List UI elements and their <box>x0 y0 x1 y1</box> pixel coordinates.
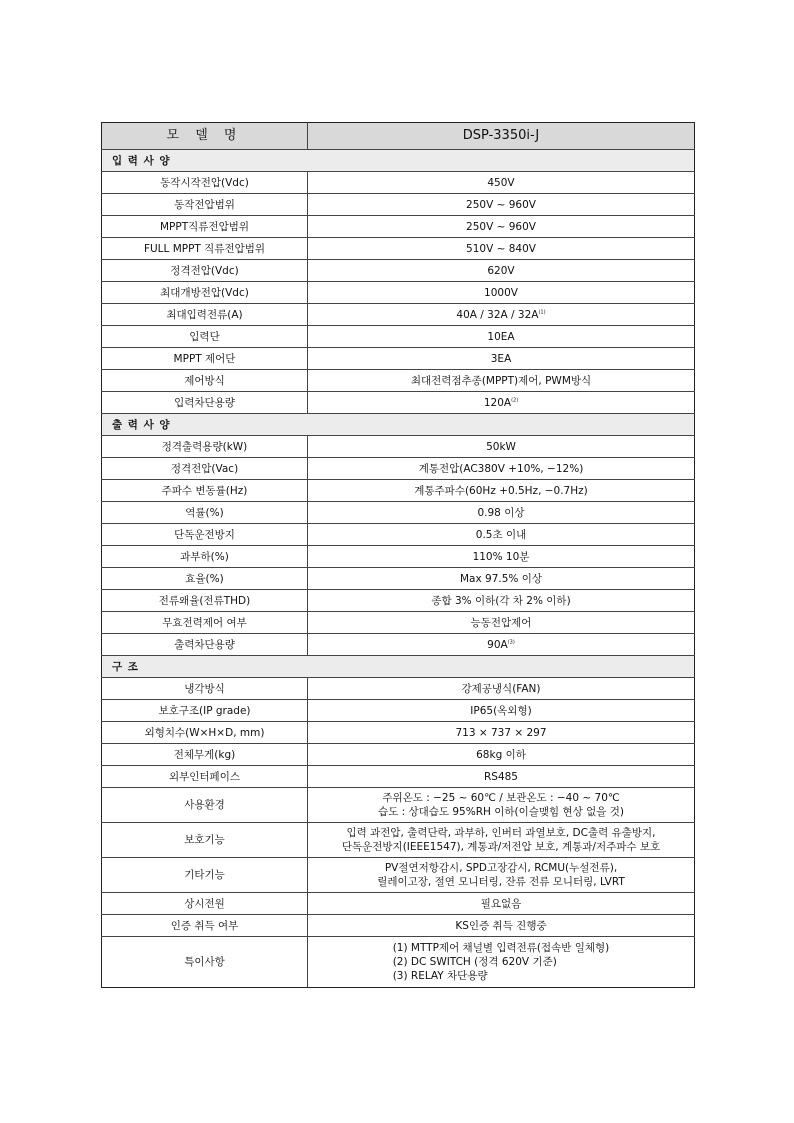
spec-value-line <box>393 969 610 983</box>
spec-label: 외형치수(W×H×D, mm) <box>102 722 308 744</box>
spec-value-text: IP65(옥외형) <box>470 704 532 717</box>
spec-value-line <box>476 528 526 542</box>
section-header-row <box>102 656 695 678</box>
spec-row <box>102 788 695 823</box>
spec-row <box>102 172 695 194</box>
spec-value-text: 713 × 737 × 297 <box>455 726 547 739</box>
spec-value <box>308 282 695 304</box>
model-value: DSP-3350i-J <box>308 123 695 150</box>
spec-value-lines <box>484 286 518 300</box>
spec-value-lines <box>487 330 514 344</box>
spec-label: 과부하(%) <box>102 546 308 568</box>
spec-row <box>102 678 695 700</box>
spec-label: 냉각방식 <box>102 678 308 700</box>
spec-value-lines <box>481 897 522 911</box>
spec-value-line <box>378 805 624 819</box>
spec-value-lines <box>455 919 546 933</box>
spec-value <box>308 590 695 612</box>
spec-value-line <box>477 506 524 520</box>
spec-value-line <box>487 264 514 278</box>
spec-value-lines <box>487 264 514 278</box>
spec-value-lines <box>470 704 531 718</box>
spec-value-line <box>461 682 540 696</box>
spec-label: 인증 취득 여부 <box>102 915 308 937</box>
spec-row <box>102 915 695 937</box>
spec-value-line <box>470 704 531 718</box>
spec-label: MPPT 제어단 <box>102 348 308 370</box>
spec-row <box>102 392 695 414</box>
spec-value <box>308 172 695 194</box>
spec-value-text: 50kW <box>486 440 516 453</box>
spec-value-lines <box>342 826 660 854</box>
spec-value-text: (2) DC SWITCH (정격 620V 기준) <box>392 956 557 968</box>
spec-value <box>308 436 695 458</box>
spec-row <box>102 194 695 216</box>
spec-value-text: (3) RELAY 차단용량 <box>392 970 488 982</box>
spec-row <box>102 937 695 988</box>
spec-value-text: 450V <box>487 176 515 189</box>
spec-value-text: KS인증 취득 진행중 <box>455 919 547 932</box>
spec-label: 단독운전방지 <box>102 524 308 546</box>
spec-label: 역률(%) <box>102 502 308 524</box>
spec-value-text: PV절연저항감시, SPD고장감시, RCMU(누설전류), <box>384 862 618 874</box>
spec-value-line <box>393 955 610 969</box>
spec-value <box>308 893 695 915</box>
spec-value-text: 3EA <box>490 352 512 365</box>
spec-row <box>102 568 695 590</box>
spec-row <box>102 458 695 480</box>
model-label-text: 모 델 명 <box>166 128 243 143</box>
spec-value-lines <box>484 770 518 784</box>
spec-label: 제어방식 <box>102 370 308 392</box>
spec-value-line <box>484 396 518 410</box>
spec-value-text: 510V ~ 840V <box>466 242 536 255</box>
spec-row <box>102 260 695 282</box>
spec-value <box>308 480 695 502</box>
spec-label: 출력차단용량 <box>102 634 308 656</box>
spec-value-text: 최대전력점추종(MPPT)제어, PWM방식 <box>410 374 592 387</box>
spec-value-text: 110% 10분 <box>472 550 530 563</box>
spec-value-line <box>481 897 522 911</box>
spec-value <box>308 823 695 858</box>
spec-value <box>308 546 695 568</box>
spec-label: 전체무게(kg) <box>102 744 308 766</box>
spec-value <box>308 858 695 893</box>
spec-value-line <box>466 220 536 234</box>
spec-row <box>102 502 695 524</box>
spec-value-lines <box>473 550 530 564</box>
spec-value <box>308 678 695 700</box>
spec-value-text: 강제공냉식(FAN) <box>461 682 541 695</box>
spec-value <box>308 194 695 216</box>
spec-value-line <box>342 840 660 854</box>
spec-row <box>102 480 695 502</box>
spec-label: 정격출력용량(kW) <box>102 436 308 458</box>
spec-table <box>101 122 695 988</box>
spec-value <box>308 937 695 988</box>
spec-value-lines <box>411 374 591 388</box>
section-title: 입 력 사 양 <box>102 150 695 172</box>
spec-value-line <box>473 550 530 564</box>
spec-value-text: 입력 과전압, 출력단락, 과부하, 인버터 과열보호, DC출력 유출방지, <box>346 827 656 839</box>
spec-value-text: 68kg 이하 <box>476 748 526 761</box>
spec-row <box>102 858 695 893</box>
spec-value <box>308 216 695 238</box>
spec-value-text: 10EA <box>487 330 515 343</box>
spec-value <box>308 744 695 766</box>
spec-value-line <box>411 374 591 388</box>
spec-row <box>102 893 695 915</box>
spec-row <box>102 546 695 568</box>
spec-value-line <box>342 826 660 840</box>
section-header-row <box>102 150 695 172</box>
footnote-marker: (1) <box>538 309 546 315</box>
spec-value-lines <box>419 462 584 476</box>
spec-label: 입력차단용량 <box>102 392 308 414</box>
spec-label: 외부인터페이스 <box>102 766 308 788</box>
spec-row <box>102 700 695 722</box>
spec-value-line <box>456 308 545 322</box>
section-title: 출 력 사 양 <box>102 414 695 436</box>
spec-value-line <box>377 861 625 875</box>
spec-row <box>102 348 695 370</box>
spec-label: 정격전압(Vac) <box>102 458 308 480</box>
spec-value-lines <box>471 616 532 630</box>
spec-value-lines <box>393 941 610 983</box>
spec-value <box>308 788 695 823</box>
spec-value-text: 주위온도 : −25 ~ 60℃ / 보관온도 : −40 ~ 70℃ <box>382 792 620 804</box>
spec-label: 최대입력전류(A) <box>102 304 308 326</box>
spec-value-text: 120A <box>483 396 512 409</box>
spec-value-text: 620V <box>487 264 515 277</box>
spec-value <box>308 238 695 260</box>
spec-value-lines <box>460 572 542 586</box>
spec-label: 전류왜율(전류THD) <box>102 590 308 612</box>
spec-value-lines <box>455 726 546 740</box>
spec-row <box>102 722 695 744</box>
spec-value <box>308 634 695 656</box>
spec-value <box>308 370 695 392</box>
footnote-marker: (2) <box>511 397 519 403</box>
spec-value-text: 250V ~ 960V <box>466 198 536 211</box>
spec-label: 보호구조(IP grade) <box>102 700 308 722</box>
spec-label: 입력단 <box>102 326 308 348</box>
spec-value-line <box>484 770 518 784</box>
spec-value <box>308 722 695 744</box>
spec-row <box>102 766 695 788</box>
spec-value-line <box>455 919 546 933</box>
spec-row <box>102 590 695 612</box>
spec-value-lines <box>466 220 536 234</box>
spec-label: FULL MPPT 직류전압범위 <box>102 238 308 260</box>
spec-label: MPPT직류전압범위 <box>102 216 308 238</box>
spec-value <box>308 502 695 524</box>
spec-value-lines <box>491 352 512 366</box>
spec-row <box>102 524 695 546</box>
spec-value-line <box>486 440 516 454</box>
spec-value-text: 능동전압제어 <box>470 616 532 629</box>
spec-value-text: (1) MTTP제어 채널별 입력전류(접속반 일체형) <box>392 942 610 954</box>
spec-value <box>308 304 695 326</box>
spec-label: 주파수 변동률(Hz) <box>102 480 308 502</box>
spec-value-lines <box>377 861 625 889</box>
spec-value-text: 릴레이고장, 절연 모니터링, 잔류 전류 모니터링, LVRT <box>377 876 625 888</box>
spec-value-text: RS485 <box>483 770 518 783</box>
spec-value-text: 40A / 32A / 32A <box>456 308 539 321</box>
spec-value-lines <box>414 484 588 498</box>
spec-value-line <box>393 941 610 955</box>
spec-row <box>102 634 695 656</box>
spec-value-text: 계통주파수(60Hz +0.5Hz, −0.7Hz) <box>414 484 588 497</box>
spec-value-line <box>414 484 588 498</box>
spec-label: 효율(%) <box>102 568 308 590</box>
spec-value-text: 계통전압(AC380V +10%, −12%) <box>418 462 584 475</box>
spec-value-line <box>466 198 536 212</box>
spec-row <box>102 216 695 238</box>
spec-row <box>102 238 695 260</box>
spec-value <box>308 568 695 590</box>
spec-label: 동작전압범위 <box>102 194 308 216</box>
spec-value-line <box>491 352 512 366</box>
spec-row <box>102 436 695 458</box>
spec-value-lines <box>476 528 526 542</box>
spec-value-line <box>471 616 532 630</box>
spec-row <box>102 304 695 326</box>
spec-value-text: 1000V <box>484 286 518 299</box>
spec-value-line <box>378 791 624 805</box>
spec-value-text: 습도 : 상대습도 95%RH 이하(이슬맺힘 현상 없을 것) <box>377 806 625 818</box>
spec-value-lines <box>484 396 518 410</box>
spec-label: 기타기능 <box>102 858 308 893</box>
spec-label: 최대개방전압(Vdc) <box>102 282 308 304</box>
spec-value-text: 90A <box>487 638 508 651</box>
spec-value-line <box>476 748 526 762</box>
spec-row <box>102 744 695 766</box>
spec-row <box>102 612 695 634</box>
spec-value <box>308 700 695 722</box>
spec-label: 무효전력제어 여부 <box>102 612 308 634</box>
spec-value <box>308 458 695 480</box>
spec-value-line <box>487 638 515 652</box>
spec-value-lines <box>487 176 514 190</box>
spec-value-line <box>466 242 536 256</box>
spec-value-line <box>487 176 514 190</box>
spec-value-lines <box>466 198 536 212</box>
spec-value-text: Max 97.5% 이상 <box>459 572 543 585</box>
model-header-row <box>102 123 695 150</box>
spec-value-lines <box>461 682 540 696</box>
spec-label: 사용환경 <box>102 788 308 823</box>
spec-value-text: 0.98 이상 <box>477 506 525 519</box>
spec-value <box>308 766 695 788</box>
spec-value-text: 종합 3% 이하(각 차 2% 이하) <box>431 594 571 607</box>
spec-row <box>102 326 695 348</box>
spec-value-line <box>431 594 570 608</box>
spec-value <box>308 348 695 370</box>
spec-value-lines <box>431 594 570 608</box>
spec-value <box>308 612 695 634</box>
footnote-marker: (3) <box>507 639 515 645</box>
spec-value-lines <box>486 440 516 454</box>
spec-label: 동작시작전압(Vdc) <box>102 172 308 194</box>
section-header-row <box>102 414 695 436</box>
spec-value <box>308 392 695 414</box>
spec-value-text: 단독운전방지(IEEE1547), 계통과/저전압 보호, 계통과/저주파수 보호 <box>341 841 661 853</box>
spec-label: 보호기능 <box>102 823 308 858</box>
spec-value <box>308 260 695 282</box>
model-label <box>102 123 308 150</box>
spec-value-lines <box>466 242 536 256</box>
spec-value <box>308 915 695 937</box>
spec-value-line <box>419 462 584 476</box>
spec-row <box>102 823 695 858</box>
spec-value-text: 필요없음 <box>480 897 522 910</box>
spec-value-line <box>487 330 514 344</box>
spec-label: 상시전원 <box>102 893 308 915</box>
spec-value-line <box>484 286 518 300</box>
spec-table-body <box>102 123 695 988</box>
section-title: 구 조 <box>102 656 695 678</box>
spec-value-text: 0.5초 이내 <box>475 528 527 541</box>
spec-value-line <box>455 726 546 740</box>
spec-row <box>102 282 695 304</box>
spec-value-lines <box>477 506 524 520</box>
spec-value-line <box>460 572 542 586</box>
spec-label: 정격전압(Vdc) <box>102 260 308 282</box>
spec-row <box>102 370 695 392</box>
spec-value <box>308 326 695 348</box>
spec-label: 특이사항 <box>102 937 308 988</box>
spec-value-lines <box>456 308 545 322</box>
spec-value <box>308 524 695 546</box>
spec-value-line <box>377 875 625 889</box>
spec-value-lines <box>378 791 624 819</box>
spec-value-text: 250V ~ 960V <box>466 220 536 233</box>
spec-value-lines <box>476 748 526 762</box>
spec-value-lines <box>487 638 515 652</box>
